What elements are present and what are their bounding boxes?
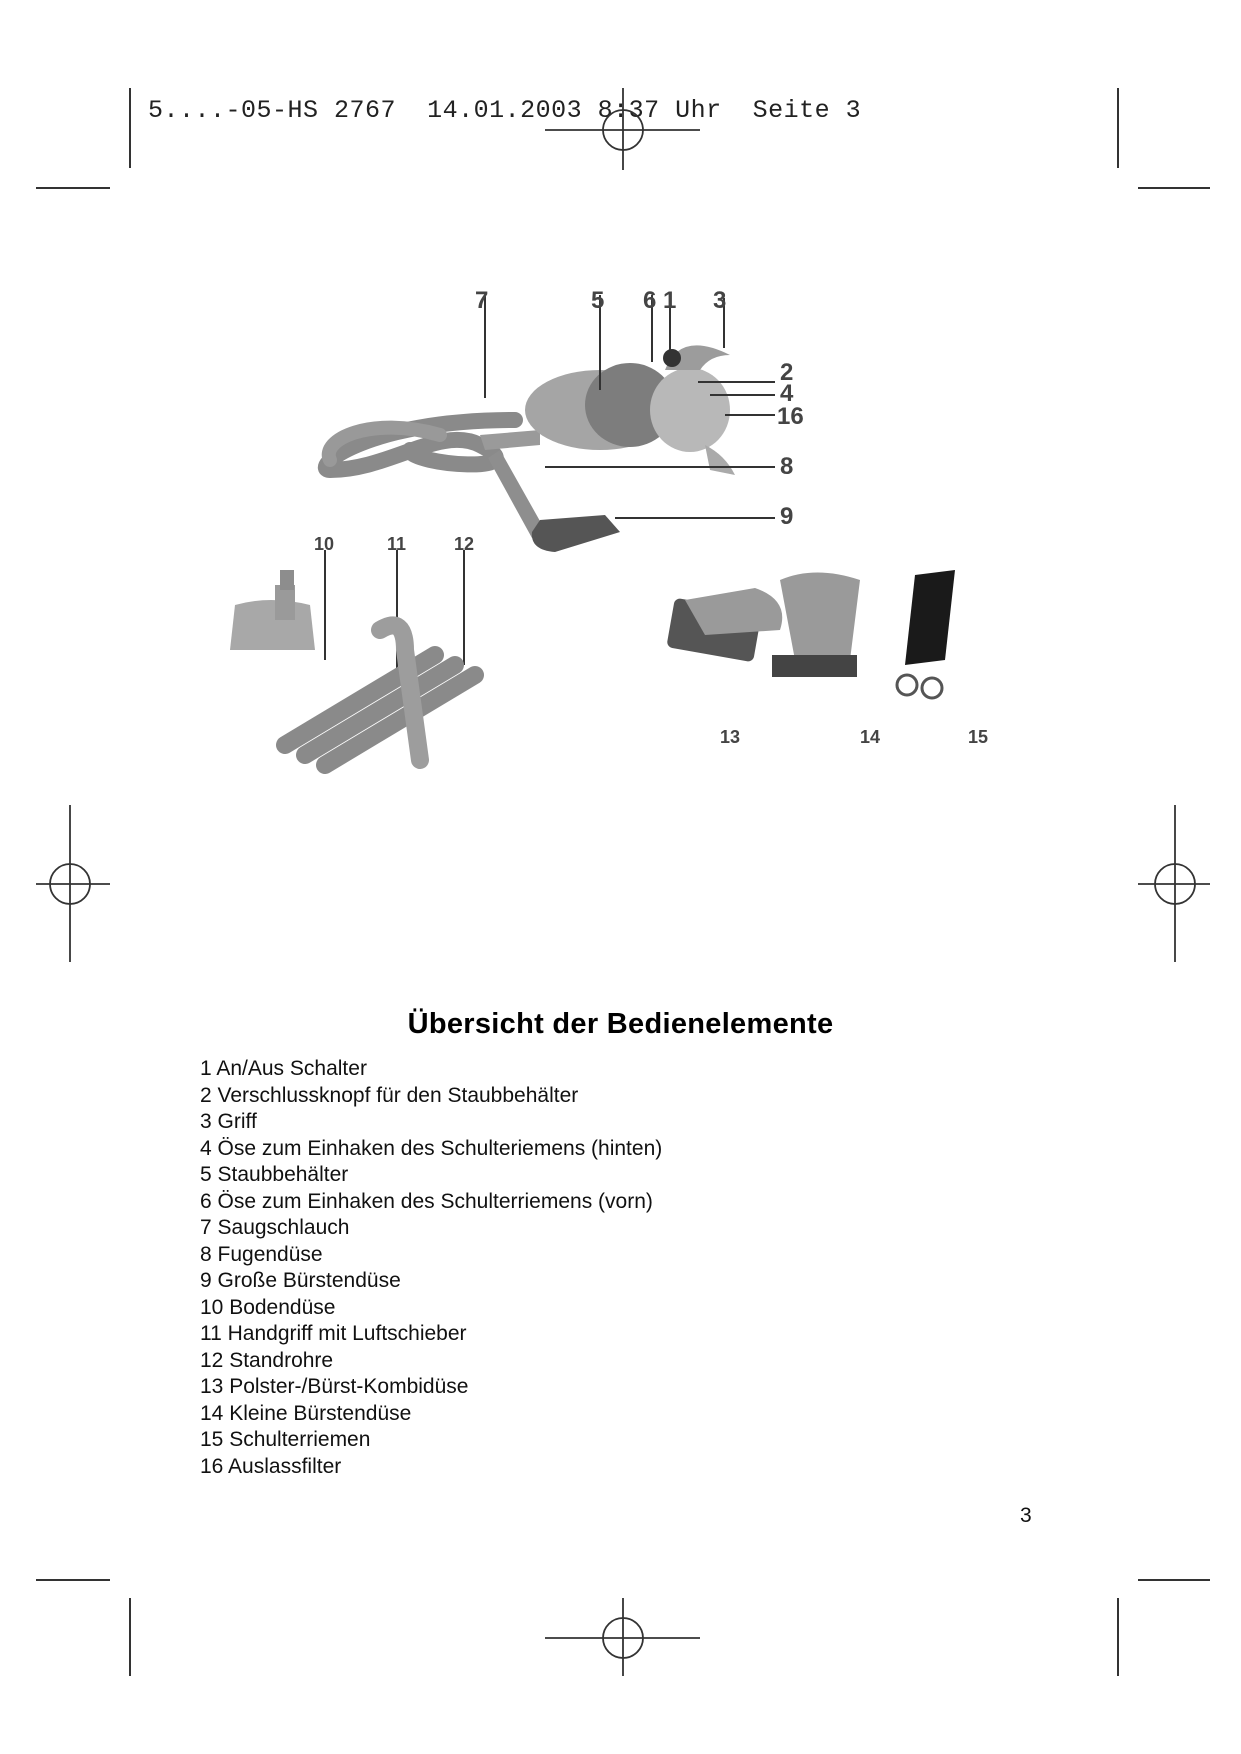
- product-figure: [210, 270, 1030, 790]
- list-item: 13 Polster-/Bürst-Kombidüse: [200, 1375, 469, 1398]
- print-date: 14.01.2003: [427, 96, 583, 125]
- registration-mark-left: [36, 805, 110, 962]
- part-label-5: 5: [591, 287, 605, 314]
- part-label-8: 8: [780, 453, 794, 480]
- list-item: 3 Griff: [200, 1110, 257, 1133]
- registration-mark-top: [545, 88, 700, 170]
- floor-nozzle-neck-shape: [275, 585, 295, 620]
- list-item: 14 Kleine Bürstendüse: [200, 1401, 412, 1425]
- list-item: 11 Handgriff mit Luftschieber: [200, 1322, 467, 1345]
- rear-foot-shape: [705, 445, 735, 475]
- part-label-6: 6: [643, 287, 657, 314]
- motor-housing-shape: [650, 368, 730, 452]
- list-item: 12 Standrohre: [200, 1348, 334, 1372]
- part-label-15: 15: [968, 727, 989, 747]
- list-item: 6 Öse zum Einhaken des Schulterriemens (vorn): [200, 1189, 653, 1213]
- list-item: 5 Staubbehälter: [200, 1163, 349, 1186]
- print-page: Seite 3: [752, 96, 862, 125]
- shoulder-strap-shape: [897, 570, 955, 698]
- product-illustration: [210, 270, 1030, 790]
- list-item: 10 Bodendüse: [200, 1295, 336, 1319]
- list-item: 4 Öse zum Einhaken des Schulteriemens (hinten): [200, 1136, 663, 1160]
- list-item: 16 Auslassfilter: [200, 1454, 342, 1478]
- combi-nozzle-shape: [666, 588, 782, 662]
- list-item: 15 Schulterriemen: [200, 1428, 371, 1451]
- part-label-14: 14: [860, 727, 881, 747]
- part-label-13: 13: [720, 727, 741, 747]
- small-brush-shape: [772, 573, 860, 678]
- list-item: 2 Verschlussknopf für den Staubbehälter: [200, 1083, 579, 1107]
- power-switch-shape: [663, 349, 681, 367]
- part-label-11: 11: [387, 534, 407, 554]
- list-item: 9 Große Bürstendüse: [200, 1269, 401, 1292]
- part-label-4: 4: [780, 380, 794, 407]
- list-item: 1 An/Aus Schalter: [200, 1057, 367, 1080]
- parts-list: [200, 1056, 662, 1480]
- print-job: 5....-05-HS 2767: [148, 96, 397, 125]
- floor-nozzle-shape: [230, 600, 315, 650]
- part-label-3: 3: [713, 287, 727, 314]
- registration-mark-bottom: [545, 1598, 700, 1676]
- part-label-7: 7: [475, 287, 489, 314]
- part-label-10: 10: [314, 534, 335, 554]
- hose-connector-shape: [480, 430, 540, 450]
- crevice-tool-shape: [488, 450, 545, 538]
- registration-mark-right: [1138, 805, 1210, 962]
- part-label-1: 1: [663, 287, 677, 314]
- page-number: 3: [1020, 1504, 1032, 1527]
- part-label-2: 2: [780, 359, 794, 386]
- list-item: 8 Fugendüse: [200, 1242, 323, 1266]
- part-label-9: 9: [780, 503, 794, 530]
- part-label-16: 16: [777, 403, 804, 430]
- brush-nozzle-shape: [532, 515, 620, 552]
- part-label-12: 12: [454, 534, 475, 554]
- section-title: Übersicht der Bedienelemente: [407, 1008, 834, 1040]
- floor-nozzle-top-shape: [280, 570, 294, 590]
- print-time: 8:37 Uhr: [597, 96, 722, 125]
- list-item: 7 Saugschlauch: [200, 1216, 350, 1239]
